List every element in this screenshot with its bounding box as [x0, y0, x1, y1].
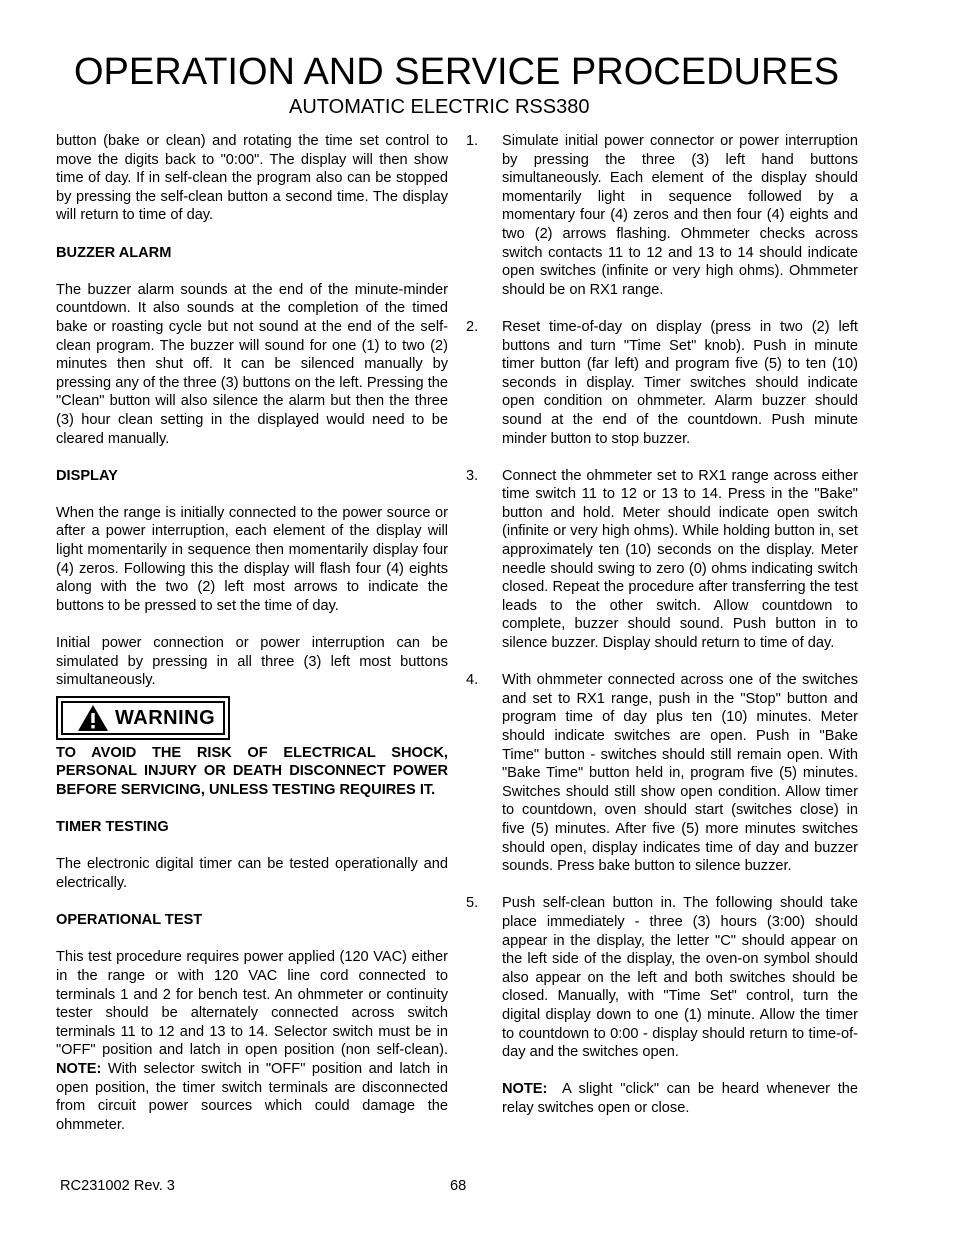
list-item-number: 3. [466, 467, 479, 484]
list-item-number: 1. [466, 133, 479, 149]
warning-word: WARNING [115, 706, 216, 729]
list-item-text: Reset time-of-day on display (press in two (2) left buttons and turn "Time Set" knob). Push in minute timer button (far left) and program five (5) to ten (10) seconds in display. Timer switches should indicate open condition on ohmmeter. Alarm buzzer should sound at the end of the countdown. Push minute minder button to stop buzzer. [502, 318, 858, 447]
display-paragraph-2: Initial power connection or power interruption can be simulated by pressing in all three (3) left most buttons simultaneously. [56, 635, 448, 689]
buzzer-alarm-paragraph: The buzzer alarm sounds at the end of the minute-minder countdown. It also sounds at the completion of the timed bake or roasting cycle but not sound at the end of the self-clean program. The buzzer will sound for one (1) to two (2) minutes then shut off. It can be silenced manually by pressing any of the three (3) buttons on the left. Pressing the "Clean" button will also silence the alarm but then the three (3) hour clean setting in the displayed would need to be cleared manually. [56, 281, 448, 447]
operational-test-text-b: With selector switch in "OFF" position and latch in open position, the timer switch terminals are disconnected from circuit power sources which could damage the ohmmeter. [56, 1060, 448, 1133]
list-item [466, 132, 858, 299]
warning-text: TO AVOID THE RISK OF ELECTRICAL SHOCK, PERSONAL INJURY OR DEATH DISCONNECT POWER BEFORE SERVICING, UNLESS TESTING REQUIRES IT. [56, 744, 448, 798]
warning-triangle-icon [77, 704, 109, 732]
display-heading: DISPLAY [56, 467, 118, 484]
warning-label-box [56, 696, 230, 740]
list-item-text: Simulate initial power connector or power interruption by pressing the three (3) left hand buttons simultaneously. Each element of the display should momentarily light in sequence followed by a momentary four (4) zeros and then four (4) eights and two (2) arrows flashing. Ohmmeter checks across switch contacts 11 to 12 and 13 to 14 should indicate open switches (infinite or very high ohms). Ohmmeter should be on RX1 range. [502, 133, 858, 298]
page-title: OPERATION AND SERVICE PROCEDURES [74, 51, 840, 93]
timer-testing-heading: TIMER TESTING [56, 819, 169, 836]
relay-note [502, 1080, 858, 1117]
list-item-text: Push self-clean button in. The following should take place immediately - three (3) hours (3:00) should appear in the display, the letter "C" should appear on the left side of the display, the oven-on symbol should also appear on the left and both switches should be closed. Manually, with "Time Set" control, turn the digital display down to one (1) minute. Allow the timer to countdown to 0:00 - display should return to time-of-day and the switches open. [502, 895, 858, 1061]
list-item-text: With ohmmeter connected across one of the switches and set to RX1 range, push in the "Stop" button and program time of day plus ten (10) minutes. Meter should indicate switches are open. Push in "Bake Time" button - switches should still remain open. With "Bake Time" button held in, program five (5) minutes. Switches should still show open condition. Allow timer to countdown, oven should start (switches close) in five (5) minutes. After five (5) more minutes switches should open, display indicates time of day and buzzer sounds. Press bake button to silence buzzer. [502, 672, 858, 875]
intro-paragraph: button (bake or clean) and rotating the time set control to move the digits back to "0:00". The display will then show time of day. If in self-clean the program also can be stopped by pressing the self-clean button a second time. The display will return to time of day. [56, 133, 448, 224]
buzzer-alarm-heading: BUZZER ALARM [56, 244, 172, 261]
list-item-text: Connect the ohmmeter set to RX1 range across either time switch 11 to 12 or 13 to 14. Press in the "Bake" button and hold. Meter should indicate open switch (infinite or very high ohms). While holding button in, set approximately ten (10) seconds on the display. Meter needle should swing to zero (0) ohms indicating switch closed. Repeat the procedure after transferring the test leads to the other switch. Allow countdown to complete, buzzer should sound. Push button in to silence buzzer. Display should return to time of day. [502, 467, 858, 652]
operational-test-paragraph [56, 948, 448, 1134]
list-item [466, 467, 858, 653]
list-item [466, 894, 858, 1061]
left-column [56, 132, 448, 1153]
right-column [466, 132, 858, 1117]
operational-test-heading: OPERATIONAL TEST [56, 912, 203, 929]
page-number: 68 [450, 1178, 467, 1194]
list-item-number: 2. [466, 318, 479, 335]
list-item [466, 671, 858, 876]
list-item-number: 4. [466, 672, 479, 689]
relay-note-text: A slight "click" can be heard whenever the relay switches open or close. [502, 1081, 858, 1116]
timer-testing-paragraph: The electronic digital timer can be tested operationally and electrically. [56, 856, 448, 891]
list-item-number: 5. [466, 895, 479, 912]
operational-note-label: NOTE: [56, 1060, 102, 1077]
relay-note-label: NOTE: [502, 1081, 548, 1098]
operational-test-text-a: This test procedure requires power applied (120 VAC) either in the range or with 120 VAC line cord connected to terminals 1 and 2 for bench test. An ohmmeter or continuity tester should be alternately connected across switch terminals 11 to 12 and 13 to 14. Selector switch must be in "OFF" position and latch in open position (non self-clean). [56, 949, 448, 1059]
page-subtitle: AUTOMATIC ELECTRIC RSS380 [289, 96, 590, 118]
list-item [466, 318, 858, 448]
document-id: RC231002 Rev. 3 [60, 1178, 175, 1194]
display-paragraph-1: When the range is initially connected to the power source or after a power interruption, each element of the display will light momentarily in sequence then momentarily display four (4) zeros. Following this the display will flash four (4) eights along with the two (2) left most arrows to indicate the buttons to be pressed to set the time of day. [56, 504, 448, 614]
